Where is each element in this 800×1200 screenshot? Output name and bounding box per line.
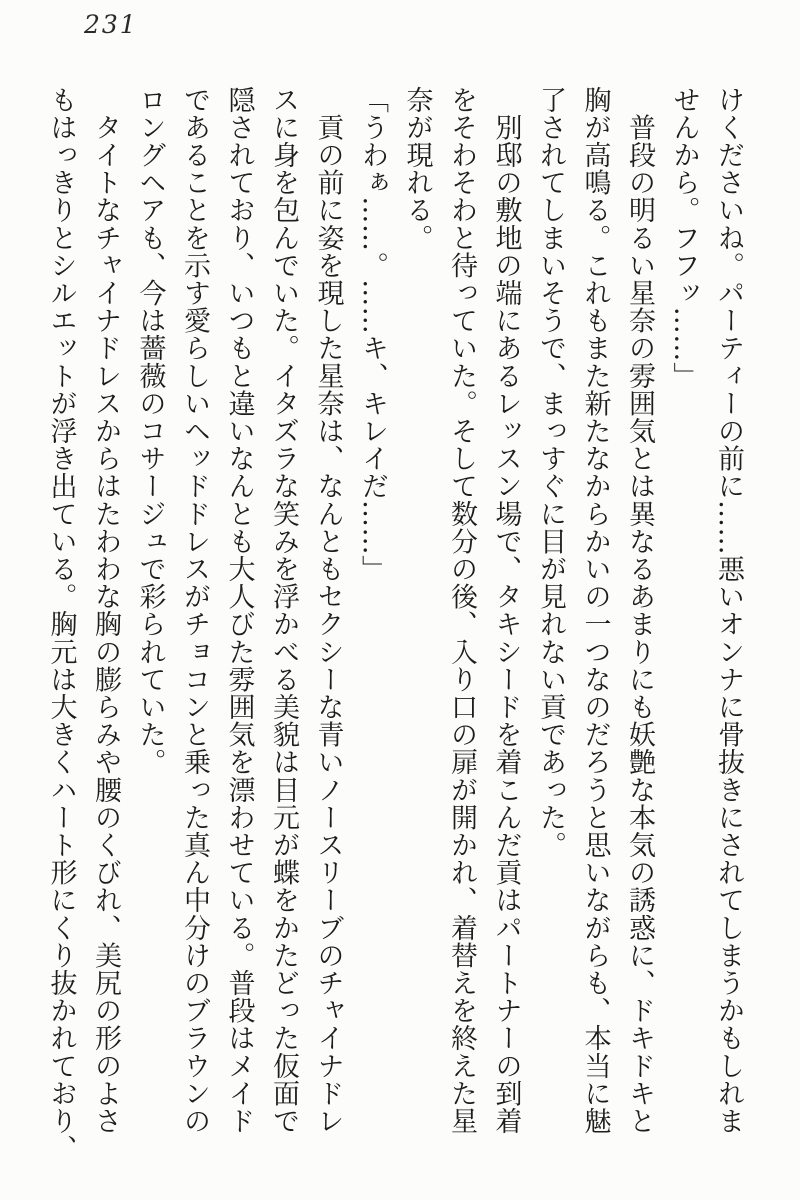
text-column: 了されてしまいそうで、まっすぐに目が見れない貢であった。 bbox=[535, 86, 566, 859]
text-column: をそわそわと待っていた。そして数分の後、入り口の扉が開かれ、着替えを終えた星 bbox=[446, 86, 477, 1135]
page-number: 231 bbox=[84, 10, 138, 39]
text-column: 胸が高鳴る。これもまた新たなからかいの一つなのだろうと思いながらも、本当に魅 bbox=[579, 86, 611, 1135]
text-column: せんから。フフッ……」 bbox=[668, 86, 700, 390]
text-column: スに身を包んでいた。イタズラな笑みを浮かべる美貌は目元が蝶をかたどった仮面で bbox=[268, 86, 299, 1135]
text-column: 奈が現れる。 bbox=[401, 86, 433, 252]
text-column: 別邸の敷地の端にあるレッスン場で、タキシードを着こんだ貢はパートナーの到着 bbox=[490, 86, 522, 1135]
text-column: ロングヘアも、今は薔薇のコサージュで彩られていた。 bbox=[134, 86, 166, 776]
text-column: であることを示す愛らしいヘッドドレスがチョコンと乗った真ん中分けのブラウンの bbox=[179, 86, 210, 1135]
text-column: 「うわぁ……。……キ、キレイだ……」 bbox=[357, 86, 388, 583]
text-column: 貢の前に姿を現した星奈は、なんともセクシーな青いノースリーブのチャイナドレ bbox=[312, 86, 344, 1135]
text-column: もはっきりとシルエットが浮き出ている。胸元は大きくハート形にくり抜かれており、 bbox=[45, 86, 77, 1163]
text-column: けくださいね。パーティーの前に……悪いオンナに骨抜きにされてしまうかもしれま bbox=[713, 86, 744, 1135]
text-column: 普段の明るい星奈の雰囲気とは異なるあまりにも妖艶な本気の誘惑に、ドキドキと bbox=[624, 86, 655, 1135]
text-column: タイトなチャイナドレスからはたわわな胸の膨らみや腰のくびれ、美尻の形のよさ bbox=[90, 86, 121, 1135]
text-column: 隠されており、いつもと違いなんとも大人びた雰囲気を漂わせている。普段はメイド bbox=[223, 86, 255, 1135]
body-text-block bbox=[38, 86, 750, 1163]
